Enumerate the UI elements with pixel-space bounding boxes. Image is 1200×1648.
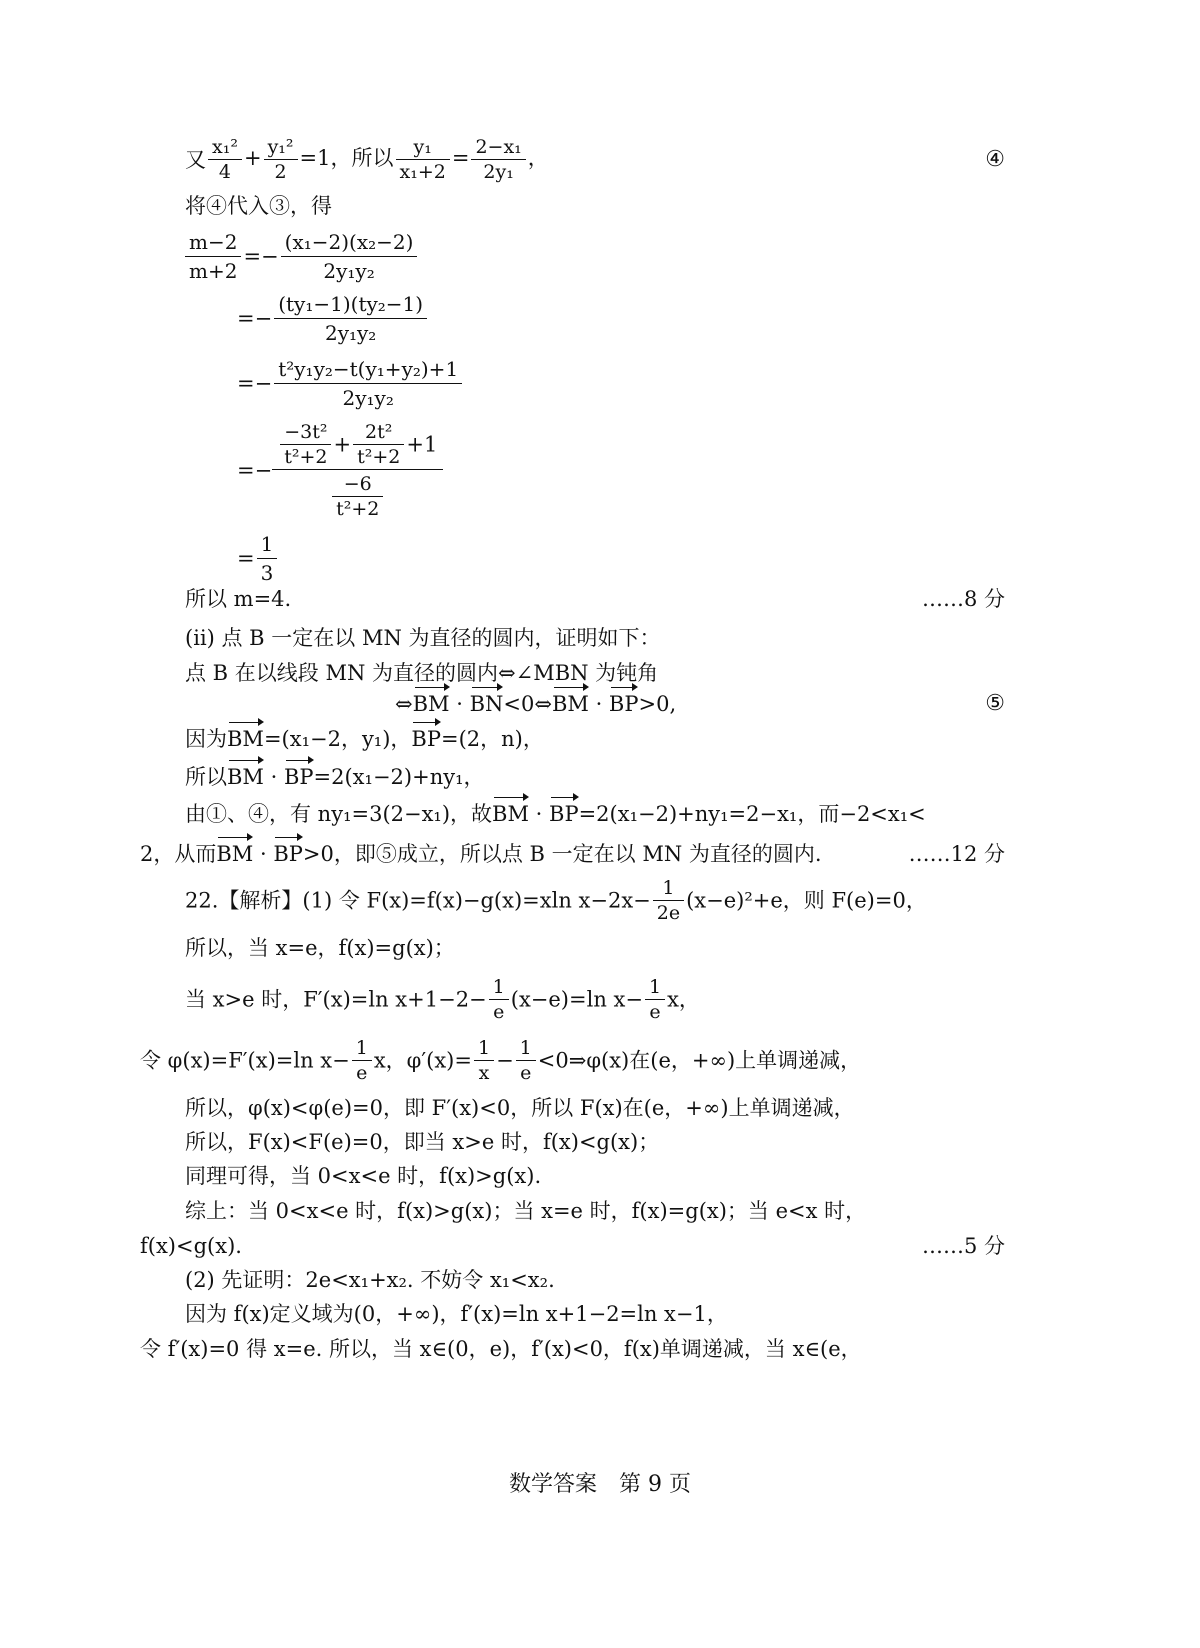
fraction [274,290,427,347]
fraction [396,135,450,184]
text-segment: ， [527,146,549,170]
fraction-numerator: 1 [257,530,278,559]
fraction-denominator: t²+2 [336,498,380,520]
text-segment: =(2，n)， [440,727,544,751]
text-line-18 [185,1197,1005,1225]
text-segment: <0⇒φ(x)在(e，+∞)上单调递减， [537,1048,862,1073]
fraction-numerator: m−2 [185,228,241,257]
fraction-denominator: 2y₁y₂ [342,386,394,410]
vector-bm: BM [227,727,264,751]
text-line-17 [185,1162,1005,1190]
vector-bm: BM [492,802,529,826]
fraction [264,135,298,184]
fraction-numerator [272,420,443,470]
text-segment: 所以，当 x=e，f(x)=g(x)； [185,936,455,960]
operator: − [496,1048,514,1073]
text-line-7 [185,725,1005,753]
vector-bm: BM [551,692,589,716]
fraction [332,472,383,521]
text-line-2 [185,192,1005,220]
text-segment: >0，即⑤成立，所以点 B 一定在以 MN 为直径的圆内. [302,842,822,866]
fraction-numerator: y₁² [264,135,298,160]
fraction-denominator: 4 [218,161,232,183]
vector-bp: BP [411,727,441,751]
operator: =− [243,244,279,269]
operator: + [243,146,262,170]
text-segment [395,690,676,718]
fraction [516,1036,536,1085]
operator: =− [237,371,273,396]
fraction-denominator: e [649,1001,661,1023]
score-mark: ……5 分 [921,1234,1005,1258]
fraction-numerator: −6 [332,472,383,497]
operator: + [333,432,352,457]
text-segment: 所以 [185,765,227,789]
fraction-denominator: x [478,1062,490,1084]
fraction [471,135,525,184]
operator: · [263,765,284,789]
text-segment: =2(x₁−2)+ny₁， [313,765,485,789]
text-segment: (x−e)²+e，则 F(e)=0， [686,888,927,913]
text-segment: 22.【解析】(1) 令 F(x)=f(x)−g(x)=xln x−2x− [185,888,651,913]
fraction-numerator: 1 [352,1036,372,1061]
text-line-11 [185,876,1005,926]
fraction-denominator: e [520,1062,532,1084]
fraction-denominator: e [493,1001,505,1023]
operator: · [528,802,550,826]
fraction-numerator: t²y₁y₂−t(y₁+y₂)+1 [274,355,462,384]
equation-row-4 [237,420,443,521]
operator: · [588,692,609,716]
vector-bp: BP [608,692,639,716]
fraction-denominator: 2y₁y₂ [323,259,375,283]
text-segment: =(x₁−2，y₁)， [263,727,412,751]
vector-bn: BN [469,692,504,716]
text-line-12 [185,934,1005,962]
operator: = [451,146,470,170]
text-line-4 [185,624,1005,652]
text-segment: 综上：当 0<x<e 时，f(x)>g(x)；当 x=e 时，f(x)=g(x)；当 e<x 时， [185,1199,867,1223]
text-segment: f(x)<g(x). [140,1234,242,1258]
fraction [489,975,509,1024]
fraction-numerator: 1 [516,1036,536,1061]
text-line-15 [185,1094,1005,1122]
fraction [281,228,418,285]
text-segment: (2) 先证明：2e<x₁+x₂. 不妨令 x₁<x₂. [185,1268,555,1292]
text-line-6 [185,690,1005,718]
fraction [208,135,242,184]
fraction [474,1036,494,1085]
fraction-denominator: t²+2 [357,446,401,468]
equation-row-2 [237,290,429,347]
operator: · [449,692,470,716]
text-segment: 2，从而 [140,842,217,866]
text-segment: (x−e)=ln x− [510,987,643,1012]
fraction [185,228,241,285]
operator: =− [237,458,273,483]
score-mark: ……8 分 [921,587,1005,611]
text-line-5 [185,659,1005,687]
text-segment: x，φ′(x)= [373,1048,472,1073]
vector-bp: BP [549,802,579,826]
text-segment: 当 x>e 时，F′(x)=ln x+1−2− [185,987,487,1012]
fraction-numerator: 2−x₁ [471,135,525,160]
text-line-21 [185,1300,1005,1328]
text-segment: 因为 [185,727,227,751]
text-line-16 [185,1128,1005,1156]
page-footer: 数学答案 第 9 页 [509,1472,691,1497]
fraction-denominator: m+2 [189,259,238,283]
text-segment: 由①、④，有 ny₁=3(2−x₁)，故 [185,802,493,826]
fraction-denominator: 2 [274,161,287,183]
operator: · [253,842,274,866]
text-segment: (ⅱ) 点 B 一定在以 MN 为直径的圆内，证明如下： [185,626,661,650]
fraction-denominator: x₁+2 [399,161,446,183]
vector-bm: BM [216,842,254,866]
fraction-numerator: x₁² [208,135,242,160]
compound-fraction [272,420,443,521]
text-segment: 又 [185,147,206,172]
fraction-numerator: −3t² [280,420,331,445]
fraction-numerator: 1 [653,876,684,901]
equation-tag: ⑤ [985,691,1005,716]
operator: +1 [406,432,438,457]
text-segment: =2(x₁−2)+ny₁=2−x₁，而−2<x₁< [578,802,926,826]
text-line-20 [185,1266,1005,1294]
vector-bm: BM [412,692,450,716]
fraction [653,876,684,925]
fraction-numerator: (x₁−2)(x₂−2) [281,228,418,257]
text-line-10 [140,840,1005,868]
text-line-8 [185,763,1005,791]
text-segment: 所以 m=4. [185,587,292,611]
fraction-numerator: y₁ [396,135,450,160]
text-segment: x， [667,987,700,1012]
text-segment: 令 f′(x)=0 得 x=e. 所以，当 x∈(0，e)，f′(x)<0，f(x)单调递减，当 x∈(e， [140,1337,862,1361]
fraction-numerator: 2t² [353,420,404,445]
fraction-denominator: t²+2 [284,446,328,468]
text-line-9 [185,800,1005,828]
text-line-13 [185,975,1005,1025]
text-segment: 因为 f(x)定义域为(0，+∞)，f′(x)=ln x+1−2=ln x−1， [185,1302,728,1326]
text-line-19 [140,1232,1005,1260]
text-segment: ⇔ [395,692,413,716]
text-line-22 [140,1335,1005,1363]
text-segment: 所以，F(x)<F(e)=0，即当 x>e 时，f(x)<g(x)； [185,1130,660,1154]
text-line-1 [185,135,1005,185]
fraction-numerator: 1 [489,975,509,1000]
fraction [352,1036,372,1085]
equation-tag: ④ [985,147,1005,172]
fraction [280,420,331,469]
text-segment: 点 B 在以线段 MN 为直径的圆内⇔∠MBN 为钝角 [185,661,659,685]
fraction-numerator: 1 [474,1036,494,1061]
fraction-numerator: 1 [645,975,665,1000]
fraction-numerator: (ty₁−1)(ty₂−1) [274,290,427,319]
fraction [645,975,665,1024]
text-segment: 令 φ(x)=F′(x)=ln x− [140,1048,350,1073]
text-segment: 所以，φ(x)<φ(e)=0，即 F′(x)<0，所以 F(x)在(e，+∞)上单调递减， [185,1096,855,1120]
text-segment: 将④代入③，得 [185,194,332,218]
text-line-3 [185,585,1005,613]
vector-bm: BM [227,765,264,789]
equation-row-3 [237,355,464,412]
fraction-denominator: 3 [260,561,274,585]
operator: =− [237,306,273,331]
fraction-denominator: 2y₁y₂ [324,321,377,345]
fraction-denominator: e [356,1062,368,1084]
equation-row-1 [183,228,419,285]
vector-bp: BP [273,842,303,866]
text-segment: >0, [638,692,677,716]
fraction [257,530,278,587]
fraction [353,420,404,469]
text-line-14 [140,1036,1005,1086]
equation-row-5 [237,530,279,587]
text-segment: =1，所以 [299,146,394,170]
fraction-denominator: 2e [656,902,681,924]
text-segment: <0⇔ [503,692,552,716]
vector-bp: BP [283,765,314,789]
score-mark: ……12 分 [908,842,1005,866]
fraction [274,355,462,412]
operator: = [237,546,255,571]
fraction-denominator: 2y₁ [483,161,514,183]
fraction-denominator [272,470,443,521]
text-segment: 同理可得，当 0<x<e 时，f(x)>g(x). [185,1164,542,1188]
